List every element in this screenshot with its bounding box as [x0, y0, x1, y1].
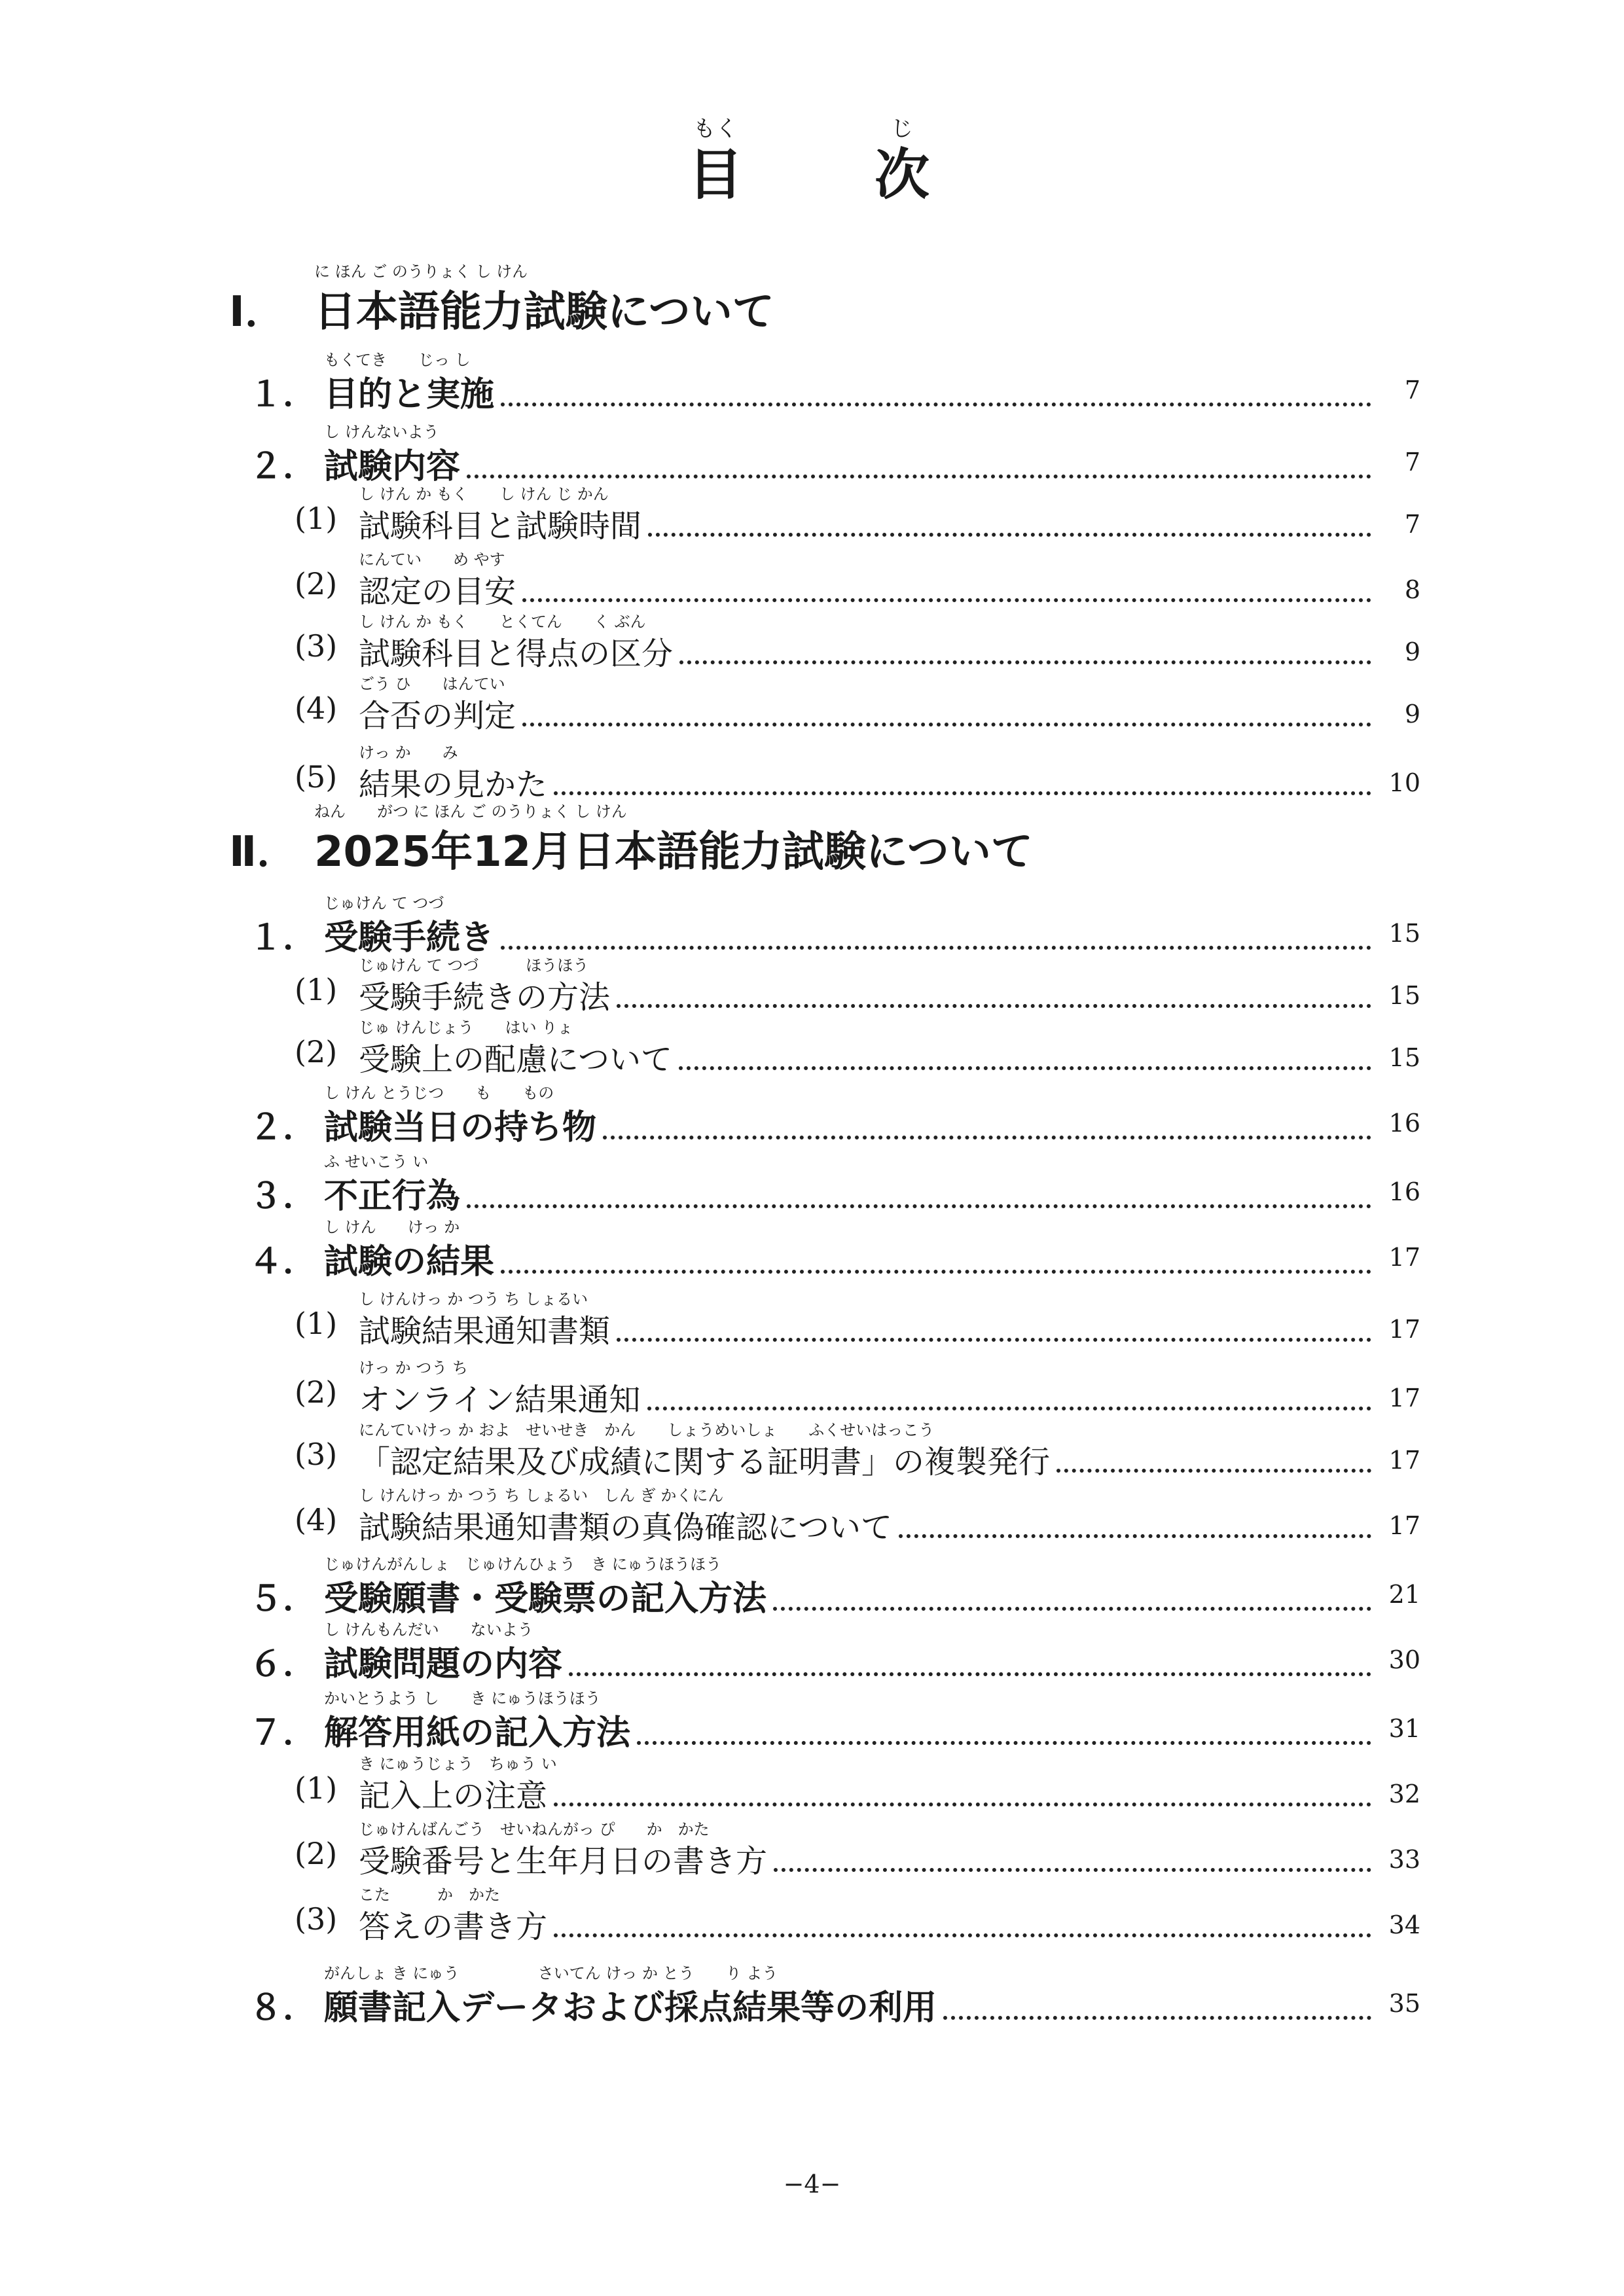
toc-entry-number: Ⅰ．	[229, 288, 287, 336]
toc-entry-page: 16	[1388, 1177, 1420, 1206]
ruby-annotation: にんていけっ か およ せいせき かん しょうめいしょ ふくせいはっこう	[359, 1421, 935, 1439]
ruby-annotation: し けん か もく とくてん く ぶん	[359, 613, 646, 631]
toc-entry-number: ５．	[249, 1579, 317, 1619]
toc-entry-number: ６．	[249, 1645, 317, 1684]
dot-leader	[943, 2016, 1371, 2020]
toc-entry-number: (2)	[295, 566, 338, 601]
dot-leader	[467, 1204, 1371, 1208]
dot-leader	[648, 533, 1371, 537]
toc-entry-label: 記入上の注意	[359, 1778, 548, 1814]
toc-entry-number: (1)	[295, 1306, 338, 1341]
toc-entry-number: (2)	[295, 1034, 338, 1069]
toc-entry-page: 9	[1404, 700, 1420, 728]
ruby-annotation: かいとうよう し き にゅうほうほう	[324, 1689, 601, 1708]
ruby-annotation: し けんもんだい ないよう	[324, 1621, 533, 1639]
ruby-annotation: し けん か もく し けん じ かん	[359, 485, 609, 503]
toc-entry-page: 15	[1388, 1043, 1420, 1072]
toc-entry-label: 受験上の配慮について	[359, 1041, 673, 1078]
toc-entry-page: 17	[1388, 1315, 1420, 1344]
title-text: 次	[874, 143, 929, 207]
toc-entry-page: 30	[1388, 1645, 1420, 1674]
dot-leader	[1056, 1469, 1371, 1473]
ruby-annotation: がんしょ き にゅう さいてん けっ か とう り よう	[324, 1964, 778, 1982]
ruby-annotation: じゅけん て つづ ほうほう	[359, 956, 589, 975]
dot-leader	[679, 1066, 1371, 1070]
ruby-annotation: し けんないよう	[324, 423, 439, 441]
toc-entry-label: 願書記入データおよび採点結果等の利用	[324, 1988, 937, 2028]
toc-entry-label: 「認定結果及び成績に関する証明書」の複製発行	[359, 1444, 1051, 1480]
toc-entry-label: 認定の目安	[359, 573, 516, 610]
toc-entry-label: 試験内容	[324, 447, 461, 486]
ruby-annotation: し けんけっ か つう ち しょるい しん ぎ かくにん	[359, 1486, 724, 1505]
dot-leader	[554, 791, 1371, 795]
toc-entry-label: 結果の見かた	[359, 766, 548, 803]
dot-leader	[501, 403, 1371, 406]
toc-entry-page: 9	[1404, 637, 1420, 666]
ruby-annotation: けっ か み	[359, 744, 458, 762]
ruby-annotation: じゅけんばんごう せいねんがっ ぴ か かた	[359, 1820, 710, 1839]
toc-entry-label: 試験問題の内容	[324, 1645, 563, 1684]
dot-leader	[773, 1607, 1371, 1611]
ruby-annotation: じゅ けんじょう はい りょ	[359, 1018, 573, 1037]
toc-entry-number: ４．	[249, 1242, 317, 1282]
toc-entry-label: 目的と実施	[324, 375, 495, 414]
dot-leader	[467, 475, 1371, 478]
toc-entry-number: (1)	[295, 1770, 338, 1806]
toc-entry-label: 解答用紙の記入方法	[324, 1713, 631, 1753]
toc-entry-page: 17	[1388, 1511, 1420, 1540]
toc-entry-page: 31	[1388, 1714, 1420, 1743]
toc-entry-label: 答えの書き方	[359, 1909, 548, 1945]
ruby-annotation: に ほん ご のうりょく し けん	[314, 262, 528, 281]
toc-entry-number: １．	[249, 375, 317, 414]
toc-entry-label: 受験手続き	[324, 918, 495, 958]
toc-entry-label: 2025年12月日本語能力試験について	[314, 828, 1033, 876]
toc-entry-number: ８．	[249, 1988, 317, 2028]
toc-entry-label: 試験当日の持ち物	[324, 1108, 597, 1147]
toc-entry-page: 17	[1388, 1446, 1420, 1475]
toc-entry-number: (2)	[295, 1836, 338, 1871]
toc-entry-label: 試験結果通知書類	[359, 1313, 611, 1350]
ruby-annotation: し けん とうじつ も もの	[324, 1084, 554, 1102]
toc-entry-page: 8	[1404, 575, 1420, 604]
toc-entry-page: 10	[1388, 768, 1420, 797]
dot-leader	[774, 1868, 1371, 1872]
toc-entry-number: ３．	[249, 1177, 317, 1216]
dot-leader	[501, 946, 1371, 950]
dot-leader	[603, 1136, 1371, 1139]
toc-entry-number: ２．	[249, 447, 317, 486]
toc-entry-page: 32	[1388, 1780, 1420, 1808]
toc-entry-number: (3)	[295, 1437, 338, 1472]
toc-entry-label: 受験手続きの方法	[359, 979, 611, 1016]
toc-entry-number: ２．	[249, 1108, 317, 1147]
toc-entry-number: (1)	[295, 501, 338, 536]
toc-entry-number: (1)	[295, 972, 338, 1007]
toc-entry-page: 15	[1388, 919, 1420, 948]
page-number: −4−	[783, 2170, 841, 2198]
dot-leader	[679, 660, 1371, 664]
title-ruby: じ	[891, 116, 913, 142]
toc-entry-page: 33	[1388, 1845, 1420, 1874]
toc-entry-page: 17	[1388, 1384, 1420, 1412]
ruby-annotation: じゅけん て つづ	[324, 894, 444, 912]
ruby-annotation: こた か かた	[359, 1886, 500, 1904]
ruby-annotation: き にゅうじょう ちゅう い	[359, 1755, 557, 1773]
toc-entry-page: 7	[1404, 448, 1420, 476]
toc-entry-page: 21	[1388, 1580, 1420, 1609]
toc-entry-number: (5)	[295, 759, 338, 795]
toc-entry-number: (2)	[295, 1374, 338, 1410]
toc-entry-label: オンライン結果通知	[359, 1382, 641, 1418]
ruby-annotation: じゅけんがんしょ じゅけんひょう き にゅうほうほう	[324, 1555, 722, 1573]
toc-entry-page: 15	[1388, 981, 1420, 1010]
dot-leader	[637, 1741, 1371, 1745]
toc-entry-page: 34	[1388, 1910, 1420, 1939]
toc-entry-page: 16	[1388, 1109, 1420, 1138]
ruby-annotation: ねん がつ に ほん ご のうりょく し けん	[314, 802, 627, 821]
ruby-annotation: し けん けっ か	[324, 1218, 460, 1236]
title-char-1	[657, 115, 774, 206]
toc-entry-label: 試験結果通知書類の真偽確認について	[359, 1509, 893, 1546]
toc-entry-label: 試験科目と得点の区分	[359, 636, 674, 672]
toc-entry-number: (4)	[295, 1502, 338, 1537]
title-ruby: もく	[693, 116, 738, 142]
toc-entry-page: 7	[1404, 376, 1420, 404]
title-char-2	[843, 115, 961, 206]
dot-leader	[647, 1407, 1371, 1410]
toc-entry-number: ７．	[249, 1713, 317, 1753]
toc-entry-page: 7	[1404, 510, 1420, 539]
toc-entry-label: 試験科目と試験時間	[359, 508, 642, 545]
dot-leader	[899, 1534, 1371, 1538]
ruby-annotation: し けんけっ か つう ち しょるい	[359, 1290, 588, 1308]
toc-entry-label: 日本語能力試験について	[314, 288, 774, 336]
toc-entry-label: 合否の判定	[359, 698, 516, 734]
ruby-annotation: ふ せいこう い	[324, 1153, 429, 1171]
toc-entry-number: １．	[249, 918, 317, 958]
toc-entry-number: (3)	[295, 628, 338, 664]
dot-leader	[554, 1803, 1371, 1806]
dot-leader	[569, 1672, 1371, 1676]
dot-leader	[617, 1338, 1371, 1342]
dot-leader	[501, 1270, 1371, 1274]
dot-leader	[554, 1933, 1371, 1937]
ruby-annotation: もくてき じっ し	[324, 351, 471, 369]
toc-entry-page: 17	[1388, 1243, 1420, 1272]
toc-entry-page: 35	[1388, 1989, 1420, 2018]
toc-entry-label: 受験番号と生年月日の書き方	[359, 1843, 768, 1880]
dot-leader	[617, 1004, 1371, 1008]
ruby-annotation: にんてい め やす	[359, 550, 505, 569]
ruby-annotation: ごう ひ はんてい	[359, 675, 505, 693]
title-text: 目	[687, 143, 743, 207]
ruby-annotation: けっ か つう ち	[359, 1359, 468, 1377]
toc-entry-label: 受験願書・受験票の記入方法	[324, 1579, 767, 1619]
toc-entry-label: 不正行為	[324, 1177, 461, 1216]
toc-entry-number: (3)	[295, 1901, 338, 1937]
dot-leader	[522, 598, 1371, 602]
toc-entry-number: Ⅱ．	[229, 828, 299, 876]
dot-leader	[522, 723, 1371, 726]
toc-entry-number: (4)	[295, 691, 338, 726]
toc-entry-label: 試験の結果	[324, 1242, 495, 1282]
page-title	[0, 115, 1624, 213]
